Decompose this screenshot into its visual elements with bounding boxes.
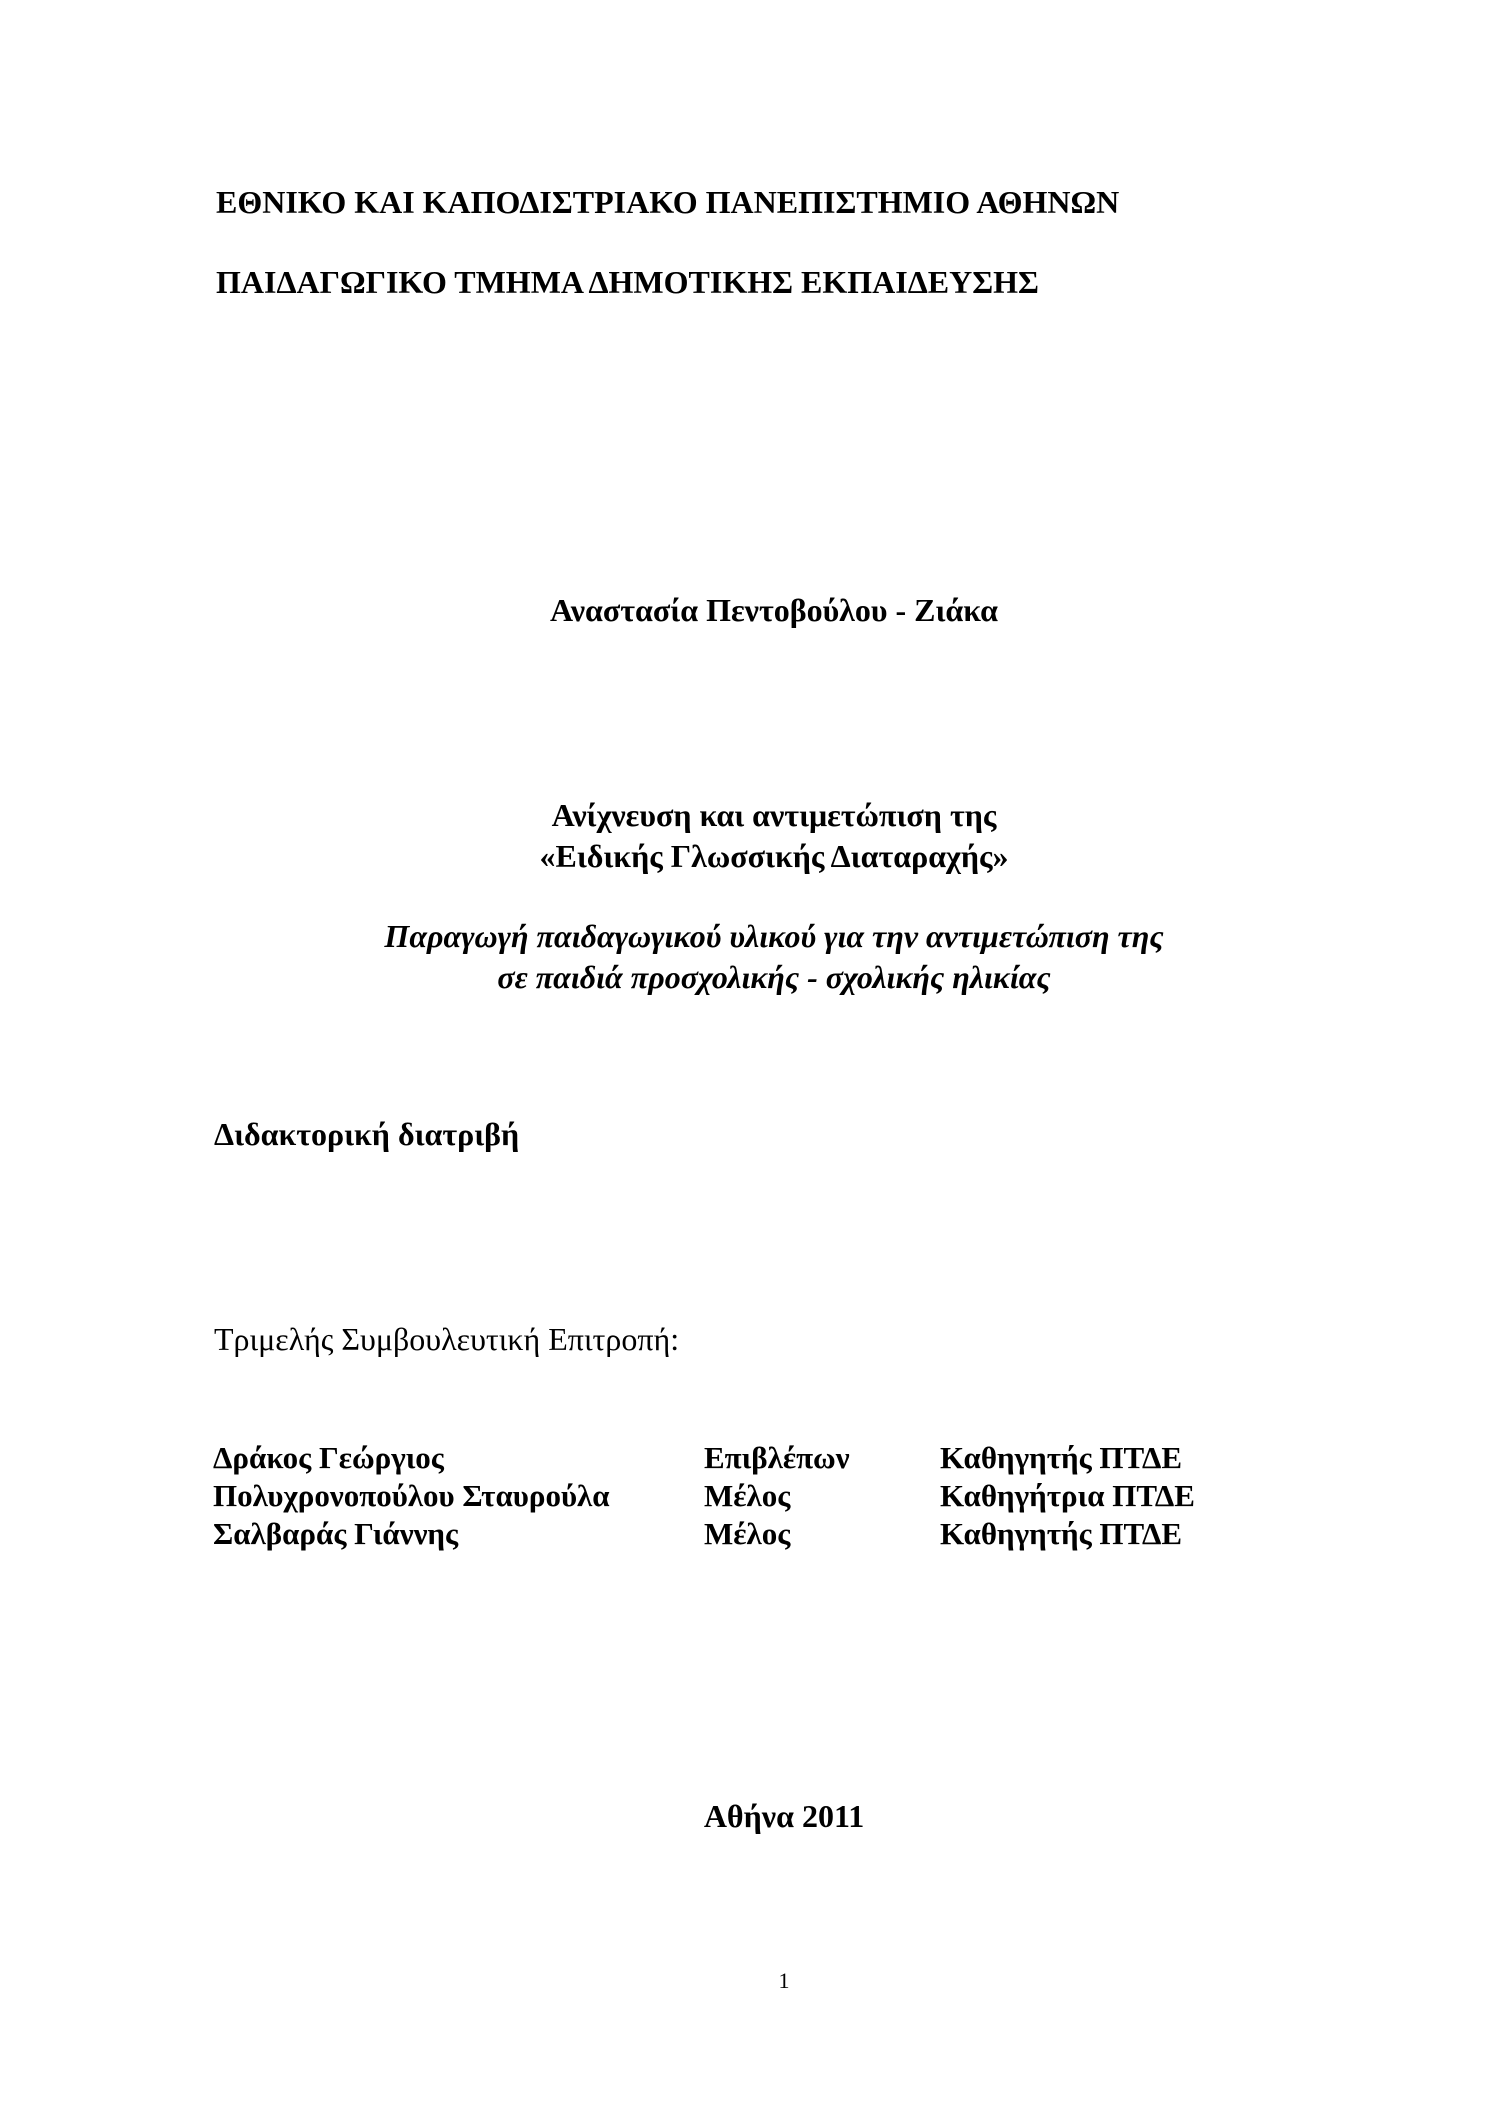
committee-row xyxy=(213,1478,1240,1516)
member-role: Μέλος xyxy=(704,1516,791,1551)
member-title: Καθηγητής ΠΤΔΕ xyxy=(940,1516,1183,1551)
member-role: Μέλος xyxy=(704,1478,791,1513)
member-role: Επιβλέπων xyxy=(704,1440,850,1475)
member-title: Καθηγητής ΠΤΔΕ xyxy=(940,1440,1183,1475)
member-name: Σαλβαράς Γιάννης xyxy=(213,1516,459,1551)
thesis-subtitle-line-1: Παραγωγή παιδαγωγικού υλικού για την αντιμετώπιση της xyxy=(384,918,1164,954)
place-year: Αθήνα 2011 xyxy=(703,1798,865,1834)
member-name: Πολυχρονοπούλου Σταυρούλα xyxy=(213,1478,610,1513)
university-name: ΕΘΝΙΚΟ ΚΑΙ ΚΑΠΟΔΙΣΤΡΙΑΚΟ ΠΑΝΕΠΙΣΤΗΜΙΟ ΑΘΗΝΩΝ xyxy=(216,184,1120,220)
committee-label: Τριμελής Συμβουλευτική Επιτροπή: xyxy=(214,1321,680,1357)
thesis-subtitle-line-2: σε παιδιά προσχολικής - σχολικής ηλικίας xyxy=(497,959,1051,995)
thesis-title-line-2: «Ειδικής Γλωσσικής Διαταραχής» xyxy=(539,838,1009,874)
author-name: Αναστασία Πεντοβούλου - Ζιάκα xyxy=(550,592,998,628)
thesis-title-line-1: Ανίχνευση και αντιμετώπιση της xyxy=(551,797,997,833)
member-title: Καθηγήτρια ΠΤΔΕ xyxy=(940,1478,1195,1513)
committee-row xyxy=(213,1440,1240,1478)
document-type: Διδακτορική διατριβή xyxy=(214,1116,520,1152)
page-number: 1 xyxy=(778,1968,790,1993)
committee-table xyxy=(213,1440,1240,1554)
member-name: Δράκος Γεώργιος xyxy=(213,1440,444,1475)
committee-row xyxy=(213,1516,1240,1554)
department-name: ΠΑΙΔΑΓΩΓΙΚΟ ΤΜΗΜΑ ΔΗΜΟΤΙΚΗΣ ΕΚΠΑΙΔΕΥΣΗΣ xyxy=(216,264,1039,300)
